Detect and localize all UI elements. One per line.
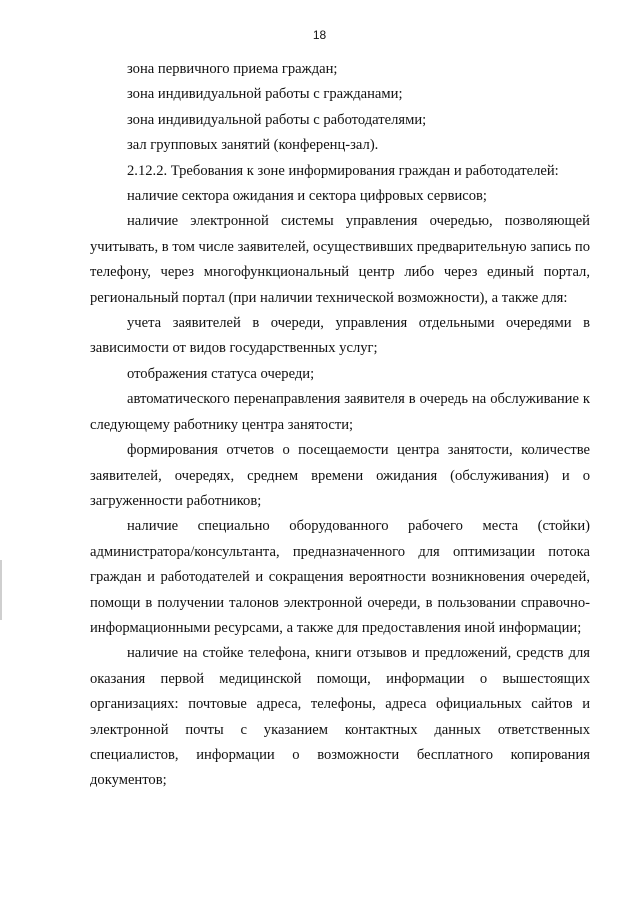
paragraph-automatic-redirection: автоматического перенаправления заявителя в очередь на обслуживание к следующему работнику центра занятости;	[90, 391, 590, 433]
paragraph-section-2-12-2: 2.12.2. Требования к зоне информирования граждан и работодателей:	[127, 162, 559, 179]
paragraph-primary-reception-zone: зона первичного приема граждан;	[127, 61, 338, 77]
paragraph-attendance-reports: формирования отчетов о посещаемости центра занятости, количестве заявителей, очередях, среднем времени ожидания (обслуживания) и о загруженности работников;	[90, 442, 590, 509]
paragraph-counter-equipment: наличие на стойке телефона, книги отзывов и предложений, средств для оказания первой медицинской помощи, информации о вышестоящих организациях: почтовые адреса, телефоны, адреса официальных сайтов и электронной почты с указанием контактных данных ответственных специалистов, информации о возможности бесплатного копирования документов;	[90, 645, 590, 789]
paragraph-electronic-queue-system: наличие электронной системы управления очередью, позволяющей учитывать, в том числе заявителей, осуществивших предварительную запись по телефону, через многофункциональный центр либо через единый портал, региональный портал (при наличии технической возможности), а также для:	[90, 213, 590, 306]
page-number: 18	[312, 28, 327, 42]
paragraph-applicant-accounting: учета заявителей в очереди, управления отдельными очередями в зависимости от видов государственных услуг;	[90, 315, 590, 357]
document-body	[90, 57, 590, 794]
paragraph-waiting-sector: наличие сектора ожидания и сектора цифровых сервисов;	[127, 188, 487, 205]
paragraph-employers-work-zone: зона индивидуальной работы с работодателями;	[127, 111, 427, 128]
paragraph-queue-status: отображения статуса очереди;	[127, 365, 315, 382]
scan-edge-mark	[0, 560, 2, 620]
paragraph-citizens-work-zone: зона индивидуальной работы с гражданами;	[127, 86, 403, 103]
paragraph-group-classes-hall: зал групповых занятий (конференц-зал).	[127, 137, 379, 154]
paragraph-consultant-workplace: наличие специально оборудованного рабочего места (стойки) администратора/консультанта, предназначенного для оптимизации потока граждан и работодателей и сокращения вероятности возникновения очередей, помощи в получении талонов электронной очереди, в пользовании справочно-информационными ресурсами, а также для предоставления иной информации;	[90, 518, 590, 636]
